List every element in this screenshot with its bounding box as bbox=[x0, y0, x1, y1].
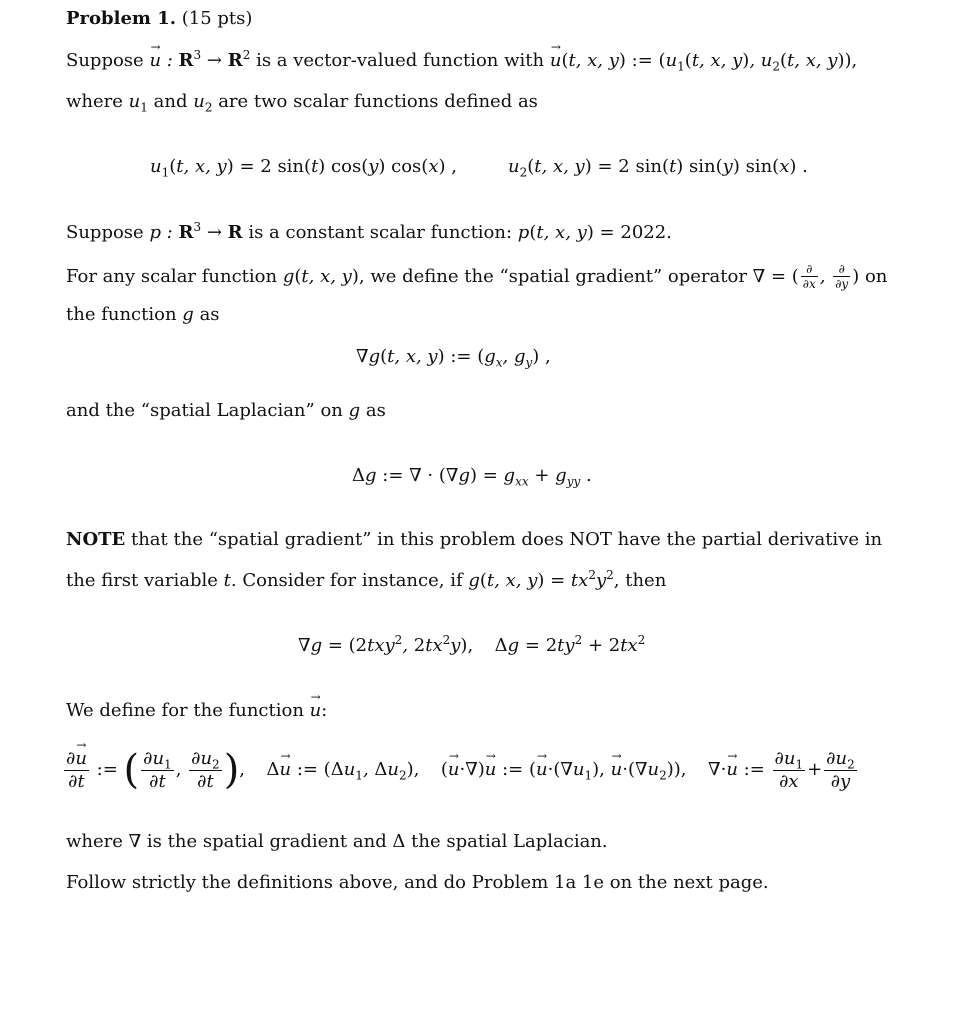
follow-sentence bbox=[66, 872, 769, 894]
equation-example: ∇g = (2txy$^2$, $2tx^2y$), $\Delta g = 2ty^2 + 2tx^2$ bbox=[298, 633, 646, 656]
gradient-sentence-cont: the function g as bbox=[66, 304, 220, 325]
note-sentence-cont: the first variable t. Consider for instance, if g(t, x, $y) = tx^2y^2$, then bbox=[66, 568, 667, 591]
lap-text-a: and the “spatial Laplacian” on bbox=[66, 400, 343, 421]
lap-as: as bbox=[365, 400, 386, 421]
p-text-a: Suppose bbox=[66, 222, 144, 243]
math-u-def: → u(t, x, y) := ($u_1(t$, x, y), $u_2(t$, x, y)) bbox=[550, 50, 852, 71]
math-u-map: → u : $R^3 \to R^2$ bbox=[149, 50, 250, 71]
intro-text-b: is a vector-valued function with bbox=[256, 50, 545, 71]
frac-du-dt: $\frac{\partial\to u}{\partial t}$ bbox=[64, 748, 89, 792]
grad-text-c: the function bbox=[66, 304, 177, 325]
problem-heading bbox=[66, 8, 252, 30]
note-bold: NOTE bbox=[66, 529, 126, 550]
note-then: , then bbox=[613, 570, 667, 591]
intro-where: where $u_1$ and $u_2$ are two scalar functions defined as bbox=[66, 91, 538, 115]
grad-text-b: , we define the “spatial gradient” operator bbox=[358, 265, 747, 287]
grad-as: as bbox=[199, 304, 220, 325]
equation-gradient: ∇g(t, x, y) := ($g_x$, $g_y$) , bbox=[356, 346, 551, 370]
intro-where-b: and bbox=[153, 91, 188, 112]
problem-points: (15 pts) bbox=[181, 8, 253, 29]
note-sentence bbox=[66, 529, 882, 551]
where-last-text: where ∇ is the spatial gradient and Δ the spatial Laplacian. bbox=[66, 831, 608, 852]
intro-text-a: Suppose bbox=[66, 50, 144, 71]
intro-sentence: Suppose → u : $R^3 \to R^2$ is a vector-valued function with → u(t, x, y) := ($u_1(t$, x, y), $u_2(t$, x, y)), bbox=[66, 50, 857, 72]
note-text-b: the first variable bbox=[66, 570, 218, 591]
gradient-sentence: For any scalar function g(t, x, y), we define the “spatial gradient” operator ∇ = ( $\frac{\partial}{\partial x}$ , $\frac{\partial}{\partial y}$ ) on bbox=[66, 262, 888, 292]
equation-laplacian: Δg := ∇ · $(\nabla g) = g_{xx} + g_{yy}$ . bbox=[352, 465, 592, 489]
p-text-b: is a constant scalar function: bbox=[248, 222, 513, 243]
follow-text: Follow strictly the definitions above, and do Problem 1a 1e on the next page. bbox=[66, 872, 769, 893]
note-text-a: that the “spatial gradient” in this problem does NOT have the partial derivative in bbox=[130, 529, 883, 550]
p-value: 2022. bbox=[620, 222, 672, 243]
equation-u1: $u_1(t$, x, y) = 2 sin(t) cos(y) cos(x) , bbox=[150, 156, 457, 180]
note-text-c: . Consider for instance, if bbox=[230, 570, 463, 591]
laplacian-sentence: and the “spatial Laplacian” on g as bbox=[66, 400, 386, 421]
define-u-text: We define for the function bbox=[66, 700, 304, 721]
p-sentence: Suppose p : $R^3 \to R$ is a constant scalar function: p(t, x, y) = 2022. bbox=[66, 220, 672, 243]
define-u-sentence: We define for the function → u: bbox=[66, 700, 327, 722]
equation-definitions: $\frac{\partial\to u}{\partial t}$ := ( $\frac{\partial u_1}{\partial t}$ , $\frac{\partial u_2}{\partial t}$ ), Δ→ u := ($\Delta u_1$, $\Delta u_2$), (→ u·∇)→ u := (→ $u\cdot(\nabla u_1)$, → $u\cdot(\nabla u_2)$), ∇·→ u := $\frac{\partial u_1}{\partial x}$ + $\frac{\partial u_2}{\partial y}$ bbox=[62, 748, 859, 792]
problem-title: Problem 1. bbox=[66, 8, 177, 29]
equation-u2: $u_2(t$, x, y) = 2 sin(t) sin(y) sin(x) . bbox=[508, 156, 808, 180]
grad-text-a: For any scalar function bbox=[66, 265, 278, 287]
where-sentence bbox=[66, 831, 608, 853]
grad-on: on bbox=[864, 265, 888, 287]
intro-where-c: are two scalar functions defined as bbox=[218, 91, 538, 112]
intro-where-a: where bbox=[66, 91, 123, 112]
